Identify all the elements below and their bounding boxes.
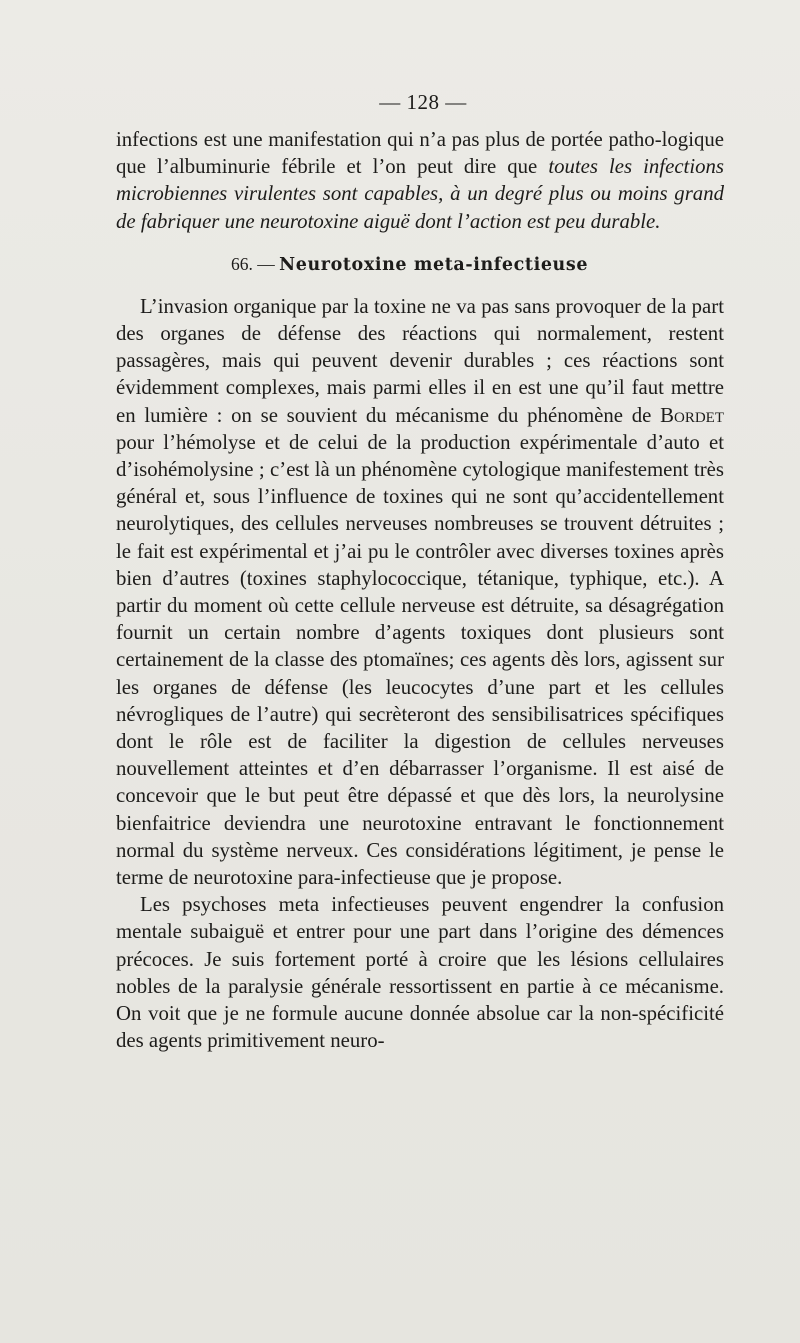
section-title: Neurotoxine meta-infectieuse <box>279 254 589 275</box>
body-paragraph-1 <box>116 293 724 891</box>
author-name: Bordet <box>660 403 724 427</box>
page-number: — 128 — <box>379 90 467 114</box>
intro-emphasis: toutes les infections microbiennes virulentes sont capables, à un degré plus ou moins grand de fabriquer une neurotoxine aiguë dont l’action est peu durable. <box>116 155 724 233</box>
body-paragraph-2: Les psychoses meta infectieuses peuvent engendrer la confusion mentale subaiguë et entrer pour une part dans l’origine des démences précoces. Je suis fortement porté à croire que les lésions cellulaires nobles de la paralysie générale ressortissent en partie à ce mécanisme. On voit que je ne formule aucune donnée absolue car la non-spécificité des agents primitivement neuro- <box>116 893 724 1053</box>
section-heading <box>231 251 724 279</box>
paragraph-1-text-a: L’invasion organique par la toxine ne va pas sans provoquer de la part des organes de défense des réactions qui normalement, restent passagères, mais qui peuvent devenir durables ; ces réactions sont évidemment complexes, mais parmi elles il en est une qu’il faut mettre en lumière : on se souvient du mécanisme du phénomène de <box>116 294 724 427</box>
paragraph-1-text-b: pour l’hémolyse et de celui de la production expérimentale d’auto et d’isohémolysine ; c’est là un phénomène cytologique manifestement très général et, sous l’influence de toxines qui ne sont qu’accidentellement neurolytiques, des cellules nerveuses nombreuses se trouvent détruites ; le fait est expérimental et j’ai pu le contrôler avec diverses toxines après bien d’autres (toxines staphylococcique, tétanique, typhique, etc.). A partir du moment où cette cellule nerveuse est détruite, sa désagrégation fournit un certain nombre d’agents toxiques dont plusieurs sont certainement de la classe des ptomaïnes; ces agents dès lors, agissent sur les organes de défense (les leucocytes d’une part et les cellules névrogliques de l’autre) qui secrèteront des sensibilisatrices spécifiques dont le rôle est de faciliter la digestion de cellules nerveuses nouvellement atteintes et d’en débarrasser l’organisme. Il est aisé de concevoir que le but peut être dépassé et que dès lors, la neurolysine bienfaitrice deviendra une neurotoxine entravant le fonctionnement normal du système nerveux. Ces considérations légitiment, je pense le terme de neurotoxine para-infectieuse que je propose. <box>116 430 724 890</box>
intro-text: infections est une manifestation qui n’a pas plus de portée patho-logique que l’albuminurie fébrile et l’on peut dire que <box>116 128 724 179</box>
section-number: 66. — <box>231 253 275 274</box>
page-content <box>116 84 724 1055</box>
intro-paragraph <box>116 126 724 235</box>
